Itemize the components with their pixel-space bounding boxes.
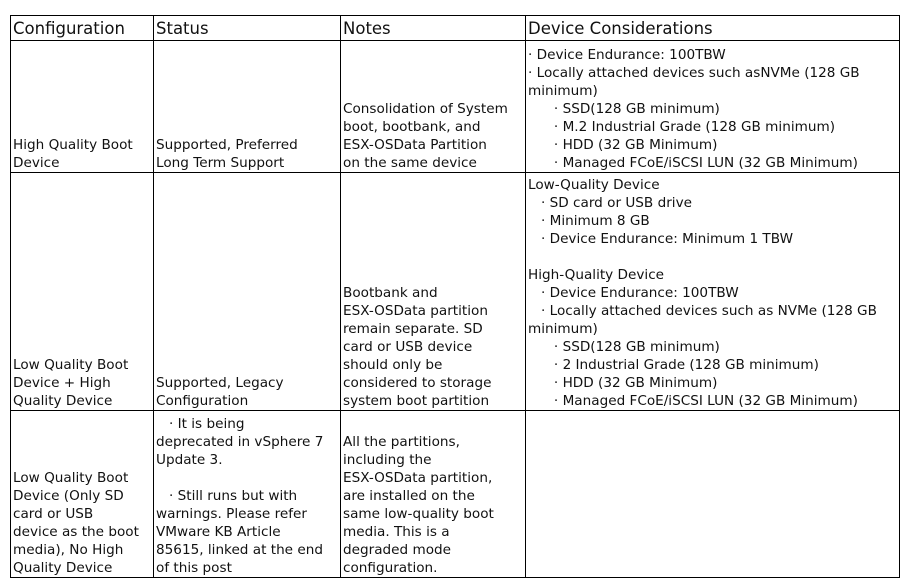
- cell-text-line: Quality Device: [13, 560, 113, 576]
- status-cell: [154, 411, 341, 578]
- cell-text-line: Supported, Legacy: [156, 375, 284, 391]
- cell-text-line: High Quality Boot: [13, 137, 133, 153]
- cell-text-line: card or USB device: [343, 339, 473, 355]
- cell-text-line: on the same device: [343, 155, 477, 171]
- cell-text-line: · Minimum 8 GB: [528, 213, 650, 229]
- cell-text-line: Low Quality Boot: [13, 357, 129, 373]
- considerations-cell: [526, 41, 900, 173]
- considerations-cell: [526, 173, 900, 411]
- cell-text-line: · SD card or USB drive: [528, 195, 692, 211]
- cell-text-line: Configuration: [156, 393, 249, 409]
- cell-text-line: · SSD(128 GB minimum): [528, 101, 720, 117]
- status-cell: [154, 173, 341, 411]
- cell-text-line: · Managed FCoE/iSCSI LUN (32 GB Minimum): [528, 393, 858, 409]
- cell-text-line: are installed on the: [343, 488, 475, 504]
- cell-text-line: Device + High: [13, 375, 111, 391]
- cell-text-line: [528, 248, 897, 266]
- cell-text-line: of this post: [156, 560, 232, 576]
- cell-text-line: Low Quality Boot: [13, 470, 129, 486]
- header-device-considerations: Device Considerations: [526, 16, 900, 41]
- table-header-row: [11, 16, 900, 41]
- cell-text-line: Quality Device: [13, 393, 113, 409]
- cell-text-line: Supported, Preferred: [156, 137, 298, 153]
- cell-text-line: 85615, linked at the end: [156, 542, 323, 558]
- cell-text-line: configuration.: [343, 560, 438, 576]
- cell-text-line: system boot partition: [343, 393, 490, 409]
- cell-text-line: ESX-OSData Partition: [343, 137, 487, 153]
- cell-text-line: [156, 469, 338, 487]
- cell-text-line: same low-quality boot: [343, 506, 494, 522]
- header-status: Status: [154, 16, 341, 41]
- cell-text-line: · HDD (32 GB Minimum): [528, 375, 718, 391]
- cell-text-line: boot, bootbank, and: [343, 119, 481, 135]
- header-configuration: Configuration: [11, 16, 154, 41]
- cell-text-line: · SSD(128 GB minimum): [528, 339, 720, 355]
- cell-text-line: · Still runs but with: [156, 488, 298, 504]
- table-row: [11, 411, 900, 578]
- cell-text-line: ESX-OSData partition,: [343, 470, 493, 486]
- cell-text-line: media. This is a: [343, 524, 450, 540]
- cell-text-line: Long Term Support: [156, 155, 285, 171]
- considerations-cell: [526, 411, 900, 578]
- cell-text-line: Low-Quality Device: [528, 177, 660, 193]
- cell-text-line: · It is being: [156, 416, 245, 432]
- cell-text-line: · HDD (32 GB Minimum): [528, 137, 718, 153]
- cell-text-line: · 2 Industrial Grade (128 GB minimum): [528, 357, 819, 373]
- cell-text-line: should only be: [343, 357, 443, 373]
- configuration-cell: [11, 411, 154, 578]
- cell-text-line: · M.2 Industrial Grade (128 GB minimum): [528, 119, 835, 135]
- notes-cell: [341, 41, 526, 173]
- configuration-cell: [11, 41, 154, 173]
- cell-text-line: considered to storage: [343, 375, 492, 391]
- cell-text-line: Consolidation of System: [343, 101, 508, 117]
- table-row: [11, 41, 900, 173]
- table-row: [11, 173, 900, 411]
- status-cell: [154, 41, 341, 173]
- cell-text-line: device as the boot: [13, 524, 139, 540]
- cell-text-line: deprecated in vSphere 7: [156, 434, 324, 450]
- cell-text-line: card or USB: [13, 506, 94, 522]
- cell-text-line: warnings. Please refer: [156, 506, 307, 522]
- cell-text-line: · Managed FCoE/iSCSI LUN (32 GB Minimum): [528, 155, 858, 171]
- notes-cell: [341, 173, 526, 411]
- cell-text-line: ESX-OSData partition: [343, 303, 488, 319]
- notes-cell: [341, 411, 526, 578]
- cell-text-line: Update 3.: [156, 452, 223, 468]
- cell-text-line: VMware KB Article: [156, 524, 281, 540]
- header-notes: Notes: [341, 16, 526, 41]
- cell-text-line: media), No High: [13, 542, 124, 558]
- cell-text-line: · Locally attached devices such asNVMe (128 GB: [528, 65, 860, 81]
- cell-text-line: Device: [13, 155, 60, 171]
- cell-text-line: · Device Endurance: 100TBW: [528, 285, 739, 301]
- cell-text-line: degraded mode: [343, 542, 452, 558]
- cell-text-line: High-Quality Device: [528, 267, 665, 283]
- cell-text-line: minimum): [528, 83, 598, 99]
- cell-text-line: All the partitions,: [343, 434, 460, 450]
- cell-text-line: · Device Endurance: 100TBW: [528, 47, 726, 63]
- cell-text-line: remain separate. SD: [343, 321, 483, 337]
- cell-text-line: Bootbank and: [343, 285, 438, 301]
- boot-device-table: [10, 15, 900, 578]
- cell-text-line: Device (Only SD: [13, 488, 124, 504]
- cell-text-line: · Locally attached devices such as NVMe (128 GB: [528, 303, 877, 319]
- cell-text-line: including the: [343, 452, 432, 468]
- cell-text-line: · Device Endurance: Minimum 1 TBW: [528, 231, 794, 247]
- configuration-cell: [11, 173, 154, 411]
- cell-text-line: minimum): [528, 321, 598, 337]
